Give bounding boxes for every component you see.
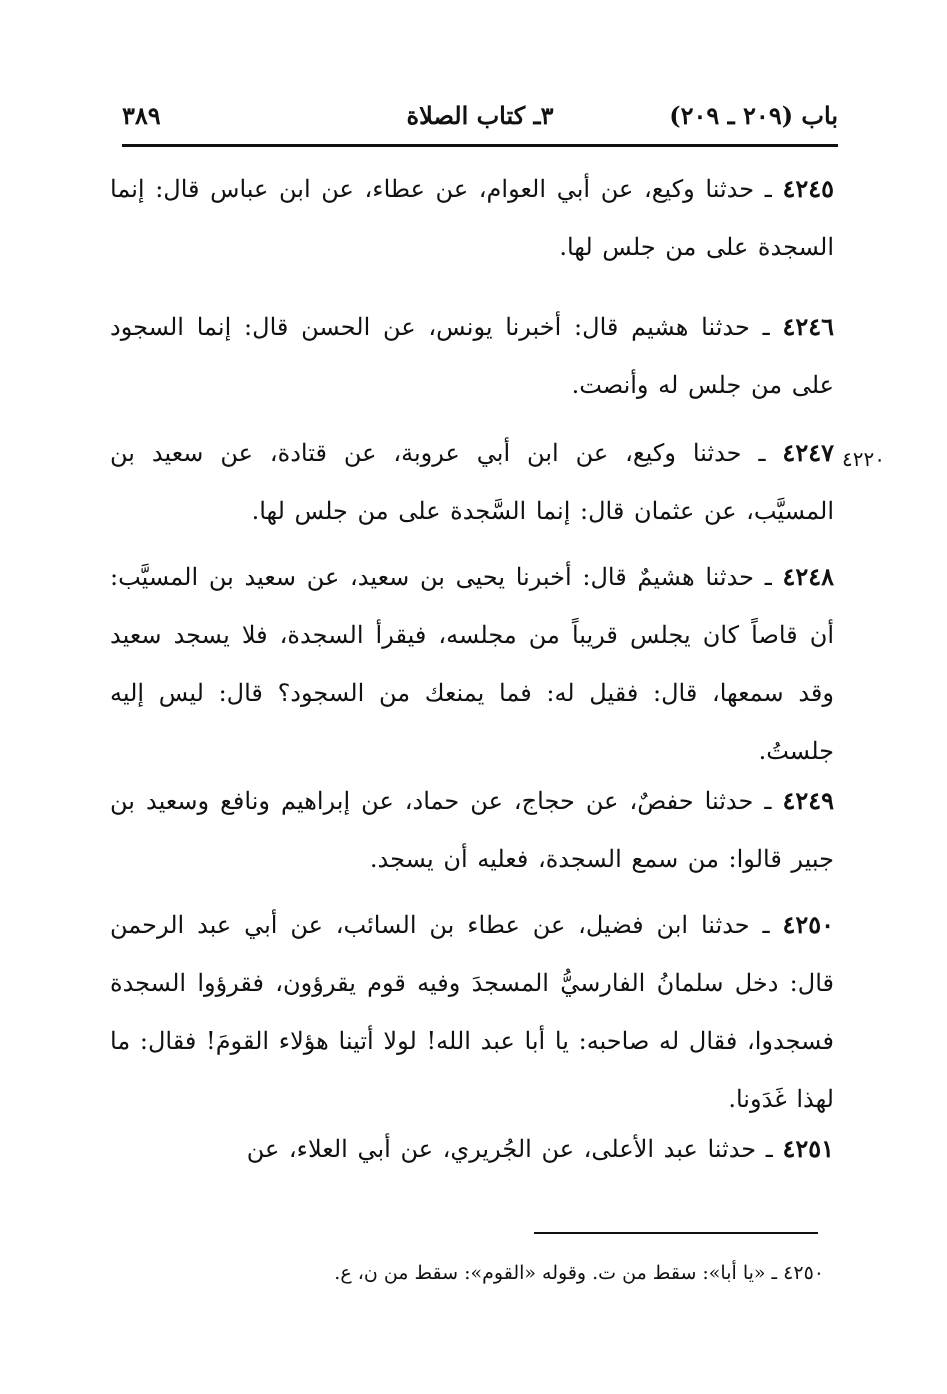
hadith-4250 [110, 896, 834, 1128]
hadith-text: ـ حدثنا ابن فضيل، عن عطاء بن السائب، عن أبي عبد الرحمن قال: دخل سلمانُ الفارسيُّ المسجدَ وفيه قوم يقرؤون، فقرؤوا السجدة فسجدوا، فقال له صاحبه: يا أبا عبد الله! لولا أتينا هؤلاء القومَ! فقال: ما لهذا غَدَونا. [110, 911, 834, 1113]
hadith-text: ـ حدثنا عبد الأعلى، عن الجُريري، عن أبي العلاء، عن [246, 1135, 773, 1163]
hadith-4248 [110, 548, 834, 780]
hadith-number: ٤٢٥٠ [782, 910, 835, 939]
hadith-number: ٤٢٥١ [782, 1134, 834, 1163]
hadith-number: ٤٢٤٥ [782, 174, 834, 203]
hadith-text: ـ حدثنا وكيع، عن أبي العوام، عن عطاء، عن ابن عباس قال: إنما السجدة على من جلس لها. [110, 175, 834, 261]
footnote: ٤٢٥٠ ـ «يا أبا»: سقط من ت. وقوله «القوم»: سقط من ن، ع. [334, 1262, 824, 1284]
page-number: ٣٨٩ [122, 101, 161, 130]
hadith-number: ٤٢٤٧ [782, 438, 834, 467]
chapter-reference: باب (٢٠٩ ـ ٢٠٩) [669, 101, 838, 130]
hadith-4246 [110, 298, 834, 414]
hadith-4249 [110, 772, 834, 888]
header-rule [122, 144, 838, 147]
hadith-4245 [110, 160, 834, 276]
hadith-4247 [110, 424, 834, 540]
hadith-4251 [110, 1120, 834, 1178]
hadith-number: ٤٢٤٨ [782, 562, 834, 591]
page-header [122, 96, 838, 140]
hadith-text: ـ حدثنا هشيمٌ قال: أخبرنا يحيى بن سعيد، عن سعيد بن المسيَّب: أن قاصاً كان يجلس قريباً من مجلسه، فيقرأ السجدة، فلا يسجد سعيد وقد سمعها، قال: فقيل له: فما يمنعك من السجود؟ قال: ليس إليه جلستُ. [110, 563, 834, 765]
hadith-number: ٤٢٤٩ [782, 786, 834, 815]
hadith-number: ٤٢٤٦ [782, 312, 834, 341]
hadith-text: ـ حدثنا وكيع، عن ابن أبي عروبة، عن قتادة، عن سعيد بن المسيَّب، عن عثمان قال: إنما السَّجدة على من جلس لها. [110, 439, 834, 525]
margin-cross-reference: ٤٢٢٠ [842, 447, 885, 471]
book-title: ٣ـ كتاب الصلاة [406, 101, 554, 130]
footnote-rule [534, 1232, 818, 1234]
hadith-text: ـ حدثنا حفصٌ، عن حجاج، عن حماد، عن إبراهيم ونافع وسعيد بن جبير قالوا: من سمع السجدة، فعليه أن يسجد. [110, 787, 834, 873]
hadith-text: ـ حدثنا هشيم قال: أخبرنا يونس، عن الحسن قال: إنما السجود على من جلس له وأنصت. [110, 313, 834, 399]
